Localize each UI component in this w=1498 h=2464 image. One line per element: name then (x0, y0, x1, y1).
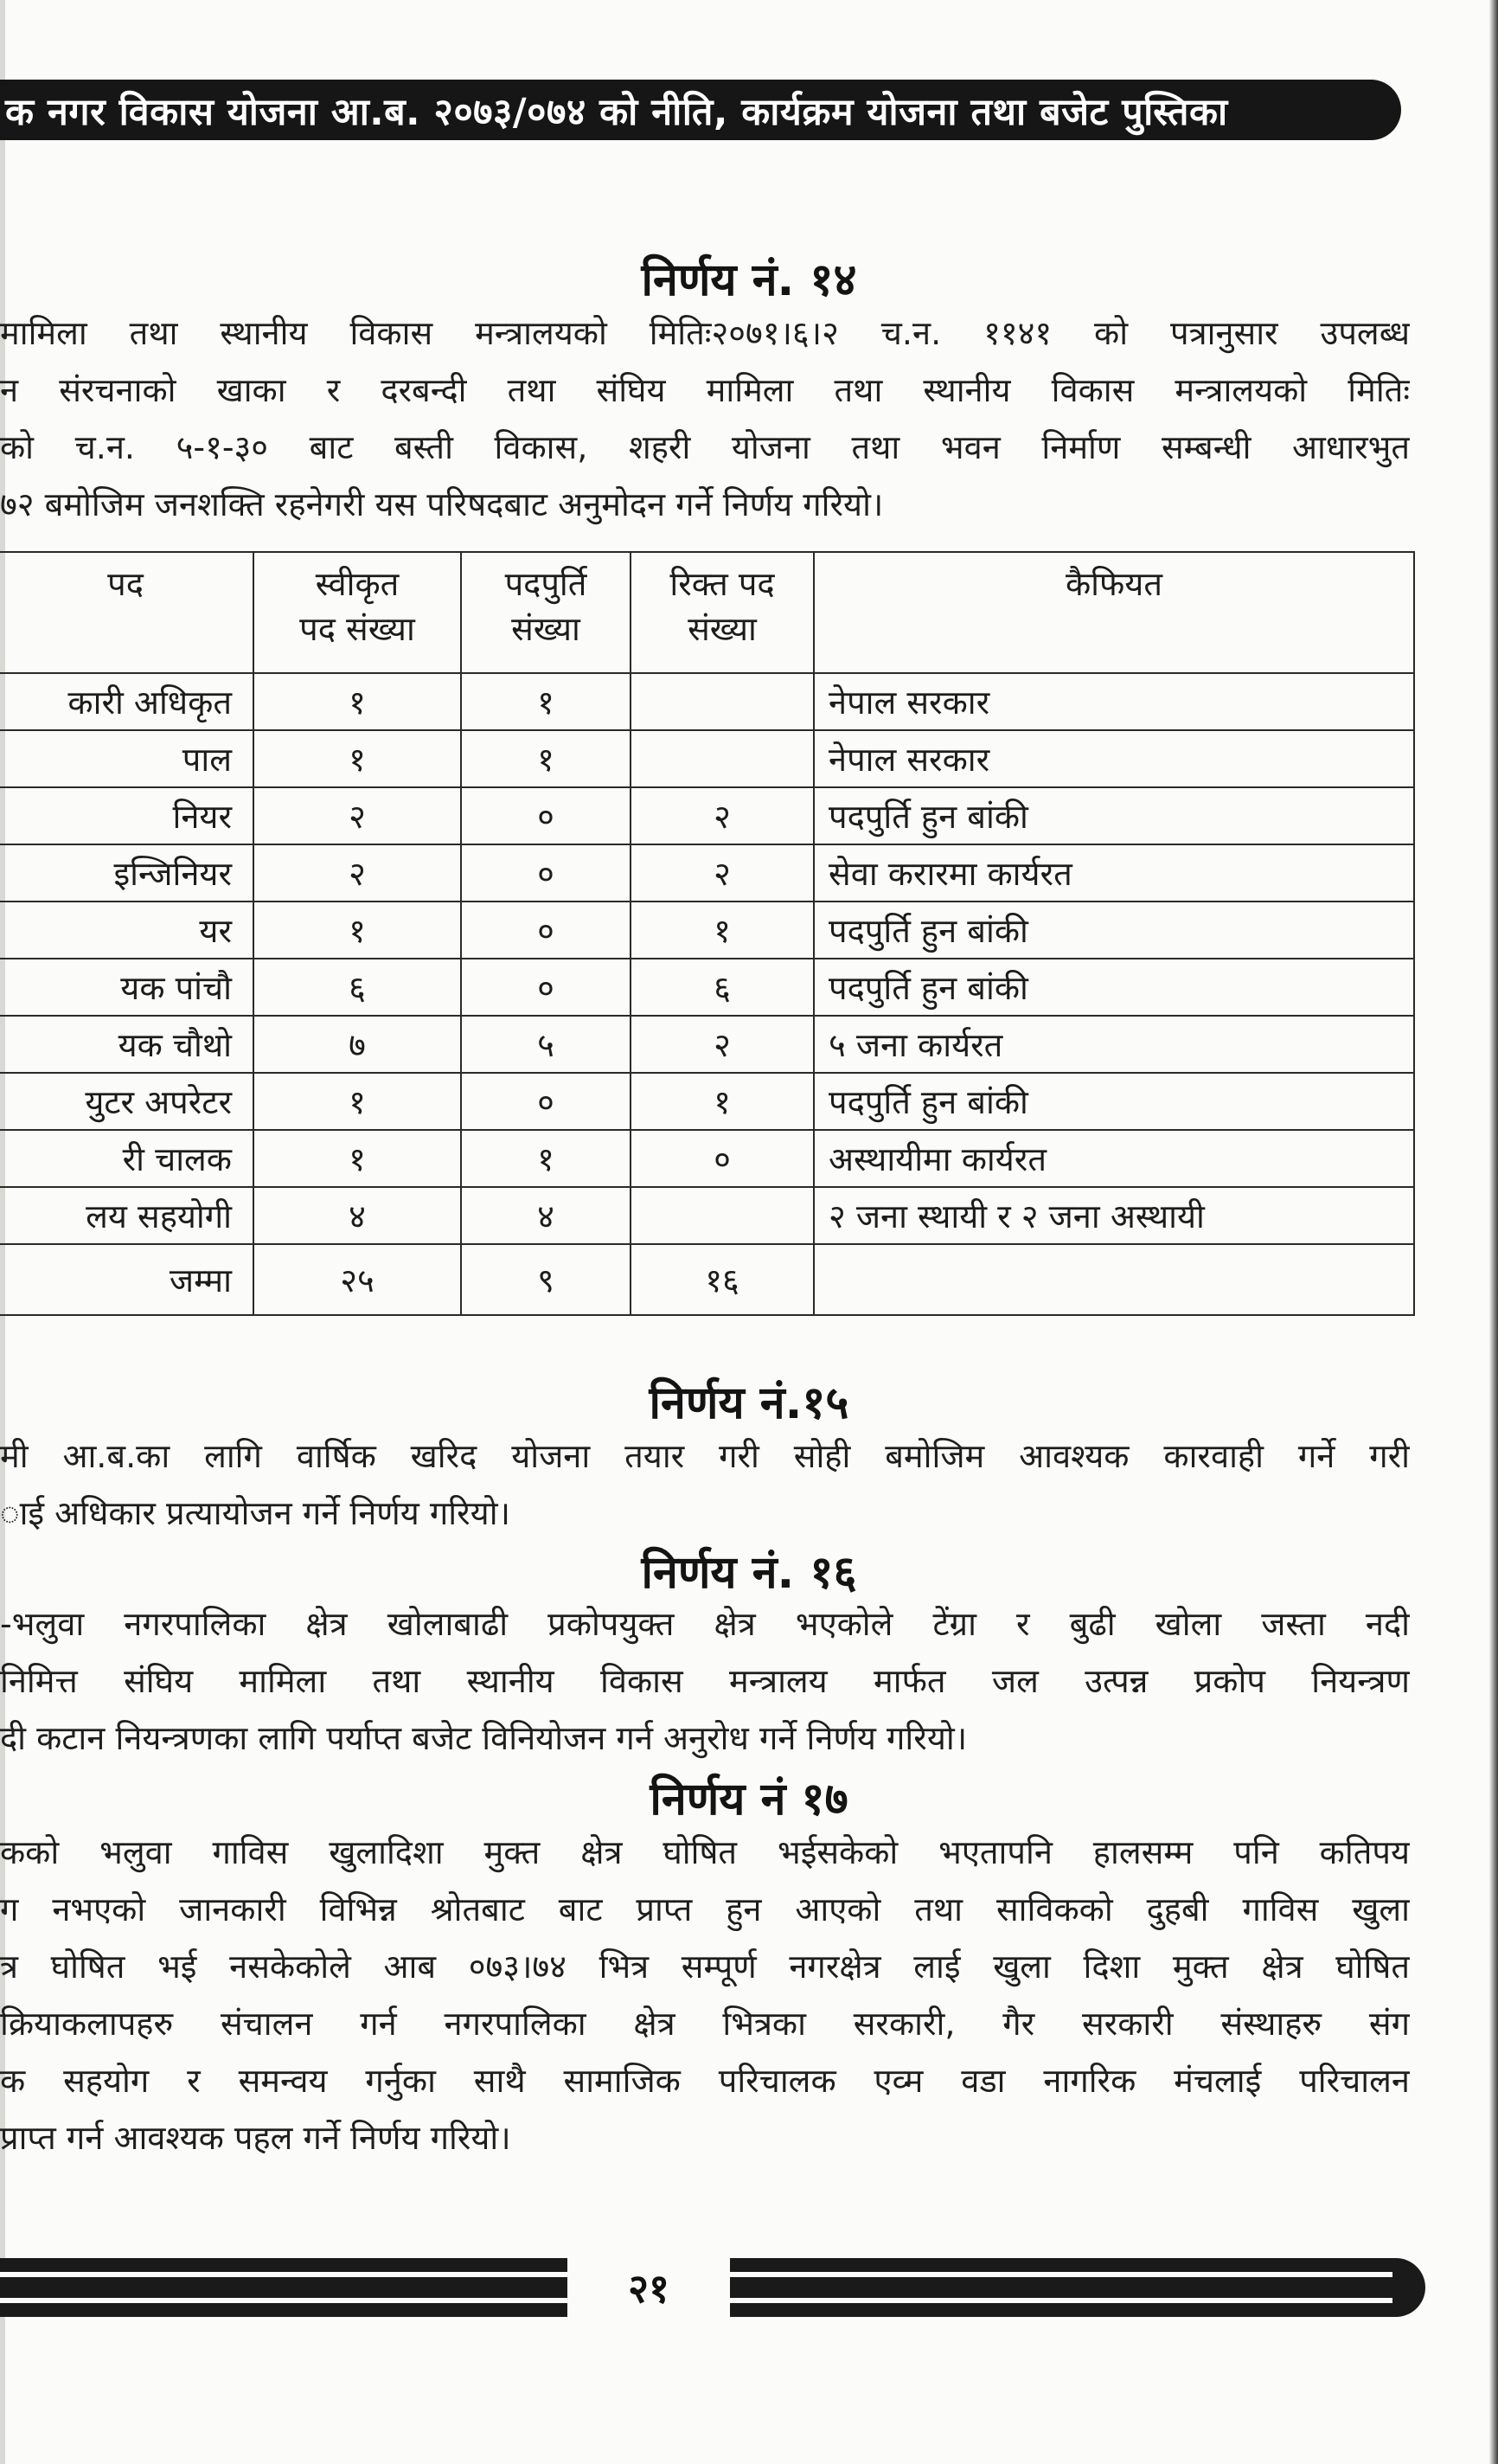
cell-remark: पदपुर्ति हुन बांकी (814, 787, 1414, 844)
decision-14-line: मामिला तथा स्थानीय विकास मन्त्रालयको मितिः२०७१।६।२ च.न. ११४१ को पत्रानुसार उपलब्ध (0, 314, 1410, 352)
decision-16-line: दी कटान नियन्त्रणका लागि पर्याप्त बजेट विनियोजन गर्न अनुरोध गर्ने निर्णय गरियो। (0, 1719, 968, 1757)
cell-post: इन्जिनियर (0, 844, 253, 902)
cell-post: यक पांचौ (0, 959, 253, 1016)
cell-post: लय सहयोगी (0, 1187, 253, 1244)
decision-14-line: को च.न. ५-१-३० बाट बस्ती विकास, शहरी योजना तथा भवन निर्माण सम्बन्धी आधारभुत (0, 428, 1410, 466)
table-row (0, 730, 1414, 787)
cell-vacant: १ (631, 1073, 814, 1130)
decision-17-line: क्रियाकलापहरु संचालन गर्न नगरपालिका क्षेत्र भित्रका सरकारी, गैर सरकारी संस्थाहरु संग (0, 2005, 1410, 2043)
cell-filled: ० (461, 787, 631, 844)
decision-16-line: -भलुवा नगरपालिका क्षेत्र खोलाबाढी प्रकोपयुक्त क्षेत्र भएकोले टेंग्रा र बुढी खोला जस्ता नदी (0, 1605, 1410, 1643)
table-total-row (0, 1244, 1414, 1315)
cell-vacant: ० (631, 1130, 814, 1187)
cell-filled: १ (461, 1130, 631, 1187)
cell-post: पाल (0, 730, 253, 787)
header-title: क नगर विकास योजना आ.ब. २०७३/०७४ को नीति, कार्यक्रम योजना तथा बजेट पुस्तिका (5, 90, 1228, 134)
table-row (0, 844, 1414, 902)
cell-remark: अस्थायीमा कार्यरत (814, 1130, 1414, 1187)
decision-15-line: ाई अधिकार प्रत्यायोजन गर्ने निर्णय गरियो। (0, 1494, 510, 1532)
cell-total-filled: ९ (461, 1244, 631, 1315)
decision-14-line: ७२ बमोजिम जनशक्ति रहनेगरी यस परिषदबाट अनुमोदन गर्ने निर्णय गरियो। (0, 485, 884, 523)
decision-16-body (0, 1595, 1410, 1767)
cell-post: यक चौथो (0, 1016, 253, 1073)
decision-17-line: ग नभएको जानकारी विभिन्न श्रोतबाट बाट प्राप्त हुन आएको तथा साविकको दुहबी गाविस खुला (0, 1890, 1410, 1928)
decision-17-line: कको भलुवा गाविस खुलादिशा मुक्त क्षेत्र घोषित भईसकेको भएतापनि हालसम्म पनि कतिपय (0, 1833, 1410, 1871)
cell-approved: ६ (253, 959, 461, 1016)
cell-filled: १ (461, 730, 631, 787)
decision-17-line: क सहयोग र समन्वय गर्नुका साथै सामाजिक परिचालक एव्म वडा नागरिक मंचलाई परिचालन (0, 2062, 1410, 2100)
cell-remark: सेवा करारमा कार्यरत (814, 844, 1414, 902)
cell-vacant: २ (631, 844, 814, 902)
cell-vacant: १ (631, 902, 814, 959)
cell-vacant (631, 1187, 814, 1244)
decision-15-heading: निर्णय नं.१५ (649, 1377, 849, 1429)
decision-14-body (0, 305, 1410, 533)
table-row (0, 1187, 1414, 1244)
header-post: पद (0, 552, 253, 673)
cell-post: नियर (0, 787, 253, 844)
cell-approved: १ (253, 730, 461, 787)
cell-filled: ४ (461, 1187, 631, 1244)
cell-approved: १ (253, 1073, 461, 1130)
cell-total-label: जम्मा (0, 1244, 253, 1315)
decision-15-line: मी आ.ब.का लागि वार्षिक खरिद योजना तयार गरी सोही बमोजिम आवश्यक कारवाही गर्ने गरी (0, 1437, 1410, 1475)
cell-filled: ० (461, 1073, 631, 1130)
decision-17-body (0, 1824, 1410, 2166)
cell-filled: ० (461, 902, 631, 959)
header-band (0, 80, 1401, 140)
cell-approved: १ (253, 1130, 461, 1187)
table-row (0, 673, 1414, 730)
cell-remark: पदपुर्ति हुन बांकी (814, 959, 1414, 1016)
cell-vacant: २ (631, 1016, 814, 1073)
table-header-row (0, 552, 1414, 673)
cell-remark: २ जना स्थायी र २ जना अस्थायी (814, 1187, 1414, 1244)
cell-approved: ४ (253, 1187, 461, 1244)
cell-approved: १ (253, 673, 461, 730)
staff-table (0, 551, 1415, 1316)
cell-filled: ५ (461, 1016, 631, 1073)
cell-remark: पदपुर्ति हुन बांकी (814, 902, 1414, 959)
cell-total-approved: २५ (253, 1244, 461, 1315)
decision-14-line: न संरचनाको खाका र दरबन्दी तथा संघिय मामिला तथा स्थानीय विकास मन्त्रालयको मितिः (0, 371, 1410, 409)
cell-post: कारी अधिकृत (0, 673, 253, 730)
cell-vacant (631, 673, 814, 730)
decision-14-heading: निर्णय नं. १४ (641, 254, 857, 306)
cell-post: यर (0, 902, 253, 959)
table-row (0, 1016, 1414, 1073)
table-row (0, 902, 1414, 959)
decision-17-heading: निर्णय नं १७ (650, 1774, 848, 1826)
cell-remark: पदपुर्ति हुन बांकी (814, 1073, 1414, 1130)
cell-post: युटर अपरेटर (0, 1073, 253, 1130)
decision-17-line: प्राप्त गर्न आवश्यक पहल गर्ने निर्णय गरियो। (0, 2119, 511, 2157)
cell-vacant (631, 730, 814, 787)
cell-remark: नेपाल सरकार (814, 730, 1414, 787)
decision-16-line: निमित्त संघिय मामिला तथा स्थानीय विकास मन्त्रालय मार्फत जल उत्पन्न प्रकोप नियन्त्रण (0, 1662, 1410, 1700)
cell-filled: १ (461, 673, 631, 730)
cell-approved: १ (253, 902, 461, 959)
header-vacant: रिक्त पद संख्या (631, 552, 814, 673)
cell-total-remark (814, 1244, 1414, 1315)
footer-band (0, 2258, 1425, 2317)
table-row (0, 959, 1414, 1016)
decision-16-heading: निर्णय नं. १६ (641, 1547, 857, 1599)
decision-15-body (0, 1428, 1410, 1542)
table-row (0, 787, 1414, 844)
cell-vacant: २ (631, 787, 814, 844)
page-right-edge (1489, 0, 1498, 2464)
cell-total-vacant: १६ (631, 1244, 814, 1315)
cell-approved: ७ (253, 1016, 461, 1073)
cell-vacant: ६ (631, 959, 814, 1016)
cell-remark: ५ जना कार्यरत (814, 1016, 1414, 1073)
cell-approved: २ (253, 787, 461, 844)
cell-post: री चालक (0, 1130, 253, 1187)
cell-filled: ० (461, 959, 631, 1016)
page-number: २१ (567, 2258, 730, 2317)
header-filled: पदपुर्ति संख्या (461, 552, 631, 673)
table-row (0, 1073, 1414, 1130)
cell-approved: २ (253, 844, 461, 902)
header-remarks: कैफियत (814, 552, 1414, 673)
cell-filled: ० (461, 844, 631, 902)
header-approved: स्वीकृत पद संख्या (253, 552, 461, 673)
decision-17-line: त्र घोषित भई नसकेकोले आब ०७३।७४ भित्र सम्पूर्ण नगरक्षेत्र लाई खुला दिशा मुक्त क्षेत्र घोषित (0, 1947, 1410, 1986)
table-row (0, 1130, 1414, 1187)
cell-remark: नेपाल सरकार (814, 673, 1414, 730)
